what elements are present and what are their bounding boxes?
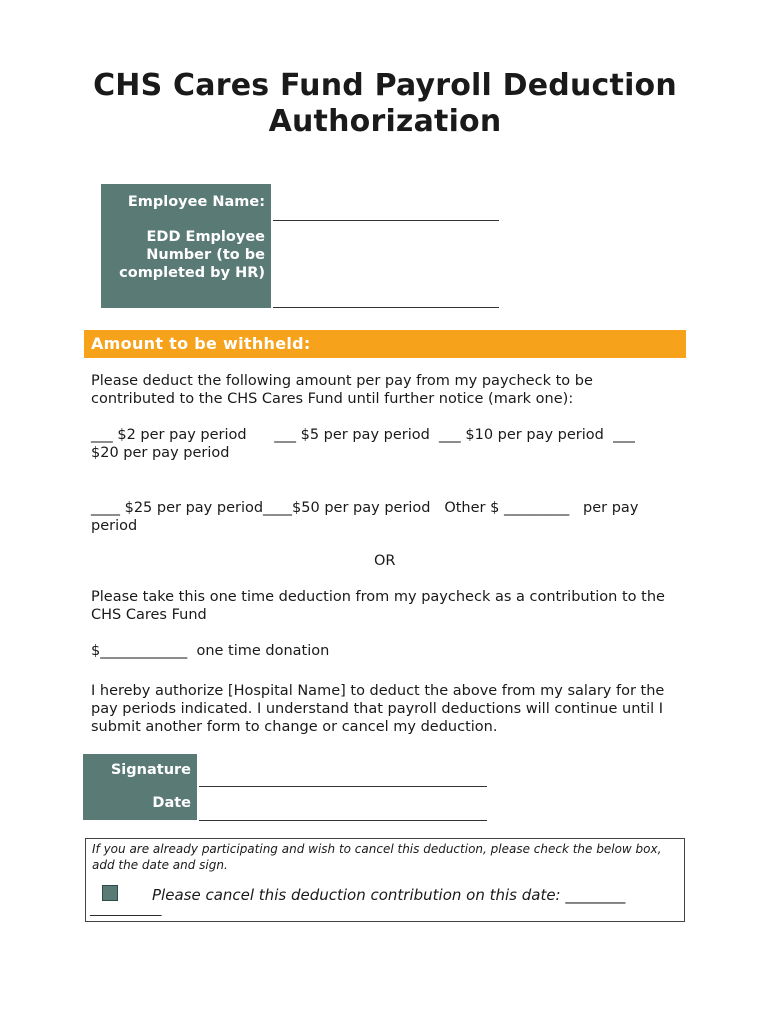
cancel-date-text[interactable]: Please cancel this deduction contribution on this date: ________	[152, 886, 626, 904]
cancel-signature-line[interactable]: ___________	[90, 902, 162, 917]
employee-label-box	[101, 184, 271, 308]
edd-employee-number-label: EDD Employee Number (to be completed by HR)	[119, 229, 265, 281]
edd-employee-number-field[interactable]	[273, 307, 499, 308]
amount-options-row-1[interactable]: ___ $2 per pay period ___ $5 per pay period ___ $10 per pay period ___ $20 per pay period	[91, 427, 640, 461]
amount-section-header: Amount to be withheld:	[84, 330, 686, 358]
cancel-checkbox[interactable]	[102, 885, 118, 901]
date-label: Date	[152, 795, 191, 811]
amount-intro-text: Please deduct the following amount per pay from my paycheck to be contributed to the CHS Cares Fund until further notice (mark one):	[91, 373, 593, 407]
page-title	[0, 68, 770, 140]
title-line-1: CHS Cares Fund Payroll Deduction	[93, 68, 677, 103]
cancel-deduction-box	[85, 838, 685, 922]
signature-label: Signature	[110, 762, 191, 778]
or-separator: OR	[374, 553, 396, 569]
signature-label-box	[83, 754, 197, 820]
amount-options-row-2[interactable]: ____ $25 per pay period____$50 per pay period Other $ _________ per pay period	[91, 500, 644, 534]
title-line-2: Authorization	[268, 104, 502, 139]
date-field[interactable]	[199, 820, 487, 821]
one-time-donation-line[interactable]: $____________ one time donation	[91, 643, 330, 659]
one-time-intro-text: Please take this one time deduction from my paycheck as a contribution to the CHS Cares Fund	[91, 589, 665, 623]
employee-name-label: Employee Name:	[127, 194, 265, 210]
authorization-text: I hereby authorize [Hospital Name] to deduct the above from my salary for the pay periods indicated. I understand that payroll deductions will continue until I submit another form to change or cancel my deduction.	[91, 683, 665, 735]
cancel-instructions: If you are already participating and wish to cancel this deduction, please check the below box, add the date and sign.	[92, 842, 662, 872]
employee-name-field[interactable]	[273, 220, 499, 221]
signature-field[interactable]	[199, 786, 487, 787]
